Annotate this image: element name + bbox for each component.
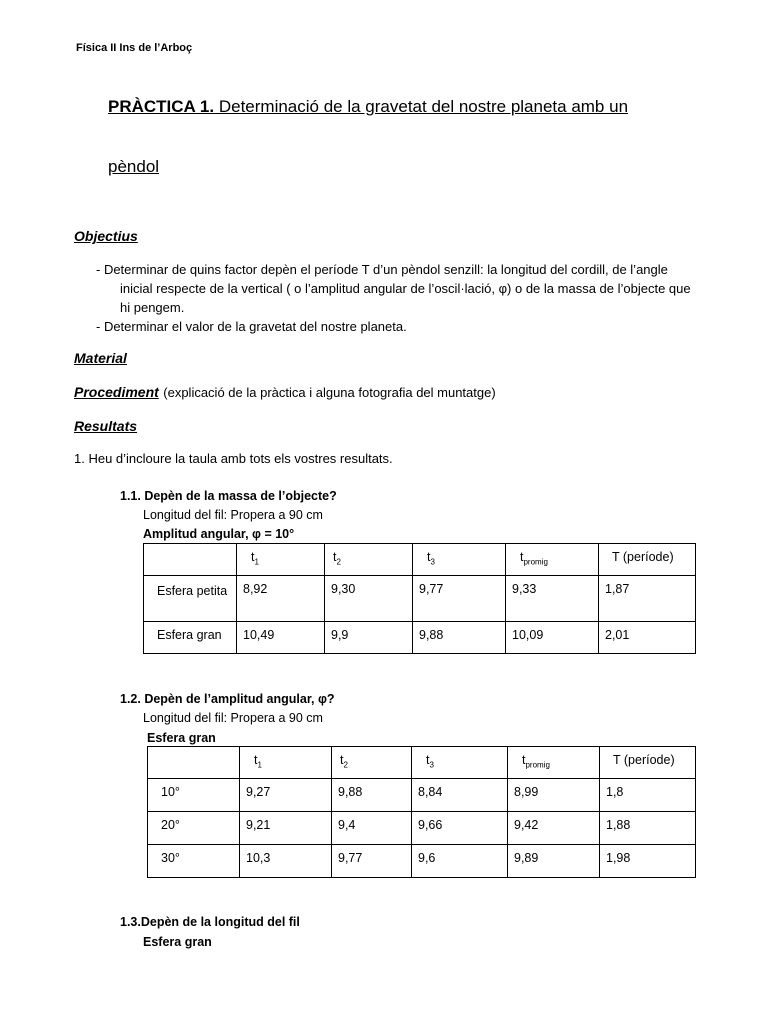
practice-title-line2: pèndol xyxy=(108,157,160,176)
header-t1: $t_1$ xyxy=(237,544,325,576)
section-1-1-heading: 1.1. Depèn de la massa de l’objecte? xyxy=(120,489,337,503)
cell-t2: 9,4 xyxy=(332,812,412,845)
table-header-row xyxy=(148,747,696,779)
objective-item-1-line-1: - Determinar de quins factor depèn el període T d’un pèndol senzill: la longitud del cordill, de l’angle xyxy=(96,262,668,277)
page-header: Física II Ins de l’Arboç xyxy=(76,42,193,54)
header-t1: $t_1$ xyxy=(240,747,332,779)
cell-tpromig: 9,33 xyxy=(506,576,599,622)
row-label: Esfera gran xyxy=(144,622,237,654)
cell-t3: 9,6 xyxy=(412,845,508,878)
header-tpromig: $t_{promig}$ xyxy=(506,544,599,576)
cell-t2: 9,88 xyxy=(332,779,412,812)
table-row xyxy=(144,576,696,622)
cell-t2: 9,30 xyxy=(325,576,413,622)
objective-item-2: - Determinar el valor de la gravetat del nostre planeta. xyxy=(96,319,407,334)
cell-t1: 10,49 xyxy=(237,622,325,654)
table-header-row xyxy=(144,544,696,576)
cell-t3: 9,77 xyxy=(413,576,506,622)
objectius-heading: Objectius xyxy=(74,228,138,244)
material-heading: Material xyxy=(74,350,127,366)
procediment-heading: Procediment xyxy=(74,384,159,400)
header-period: T (període) xyxy=(600,747,696,779)
cell-tpromig: 8,99 xyxy=(508,779,600,812)
objectius-list xyxy=(96,260,697,336)
table-header-empty xyxy=(144,544,237,576)
header-tpromig: $t_{promig}$ xyxy=(508,747,600,779)
resultats-heading: Resultats xyxy=(74,418,138,434)
row-label: 30° xyxy=(148,845,240,878)
table-amplitude xyxy=(147,746,696,878)
cell-period: 1,88 xyxy=(600,812,696,845)
procediment-note: (explicació de la pràctica i alguna fotografia del muntatge) xyxy=(163,385,496,400)
resultats-item-1: 1. Heu d’incloure la taula amb tots els vostres resultats. xyxy=(74,451,393,466)
cell-t3: 9,66 xyxy=(412,812,508,845)
practice-title-text: Determinació de la gravetat del nostre planeta amb un xyxy=(214,97,629,116)
header-period: T (període) xyxy=(599,544,696,576)
cell-tpromig: 10,09 xyxy=(506,622,599,654)
cell-t3: 8,84 xyxy=(412,779,508,812)
table-row xyxy=(148,845,696,878)
cell-period: 1,98 xyxy=(600,845,696,878)
table-row xyxy=(148,812,696,845)
section-1-1-length: Longitud del fil: Propera a 90 cm xyxy=(143,508,323,522)
cell-t1: 8,92 xyxy=(237,576,325,622)
procediment-line xyxy=(74,384,496,402)
cell-t1: 10,3 xyxy=(240,845,332,878)
cell-t2: 9,77 xyxy=(332,845,412,878)
cell-tpromig: 9,42 xyxy=(508,812,600,845)
section-1-3-sphere: Esfera gran xyxy=(143,935,212,949)
practice-title-number: PRÀCTICA 1. xyxy=(108,97,215,116)
cell-period: 1,8 xyxy=(600,779,696,812)
objective-item-1-line-2: inicial respecte de la vertical ( o l’amplitud angular de l’oscil·lació, φ) o de la massa de l’objecte que xyxy=(120,281,691,296)
cell-period: 1,87 xyxy=(599,576,696,622)
table-mass xyxy=(143,543,696,654)
table-row xyxy=(148,779,696,812)
header-t2: $t_2$ xyxy=(325,544,413,576)
objective-item-1-line-3: hi pengem. xyxy=(120,300,185,315)
practice-title-line1 xyxy=(108,97,628,117)
cell-t2: 9,9 xyxy=(325,622,413,654)
cell-period: 2,01 xyxy=(599,622,696,654)
section-1-2-length: Longitud del fil: Propera a 90 cm xyxy=(143,711,323,725)
row-label: 10° xyxy=(148,779,240,812)
row-label: 20° xyxy=(148,812,240,845)
table-header-empty xyxy=(148,747,240,779)
section-1-1-amplitude: Amplitud angular, φ = 10° xyxy=(143,527,295,541)
cell-t3: 9,88 xyxy=(413,622,506,654)
cell-t1: 9,21 xyxy=(240,812,332,845)
header-t3: $t_3$ xyxy=(413,544,506,576)
section-1-3-heading: 1.3.Depèn de la longitud del fil xyxy=(120,915,300,929)
row-label: Esfera petita xyxy=(144,576,237,622)
cell-t1: 9,27 xyxy=(240,779,332,812)
header-t2: $t_2$ xyxy=(332,747,412,779)
cell-tpromig: 9,89 xyxy=(508,845,600,878)
table-row xyxy=(144,622,696,654)
section-1-2-heading: 1.2. Depèn de l’amplitud angular, φ? xyxy=(120,692,335,706)
section-1-2-sphere: Esfera gran xyxy=(147,731,216,745)
header-t3: $t_3$ xyxy=(412,747,508,779)
